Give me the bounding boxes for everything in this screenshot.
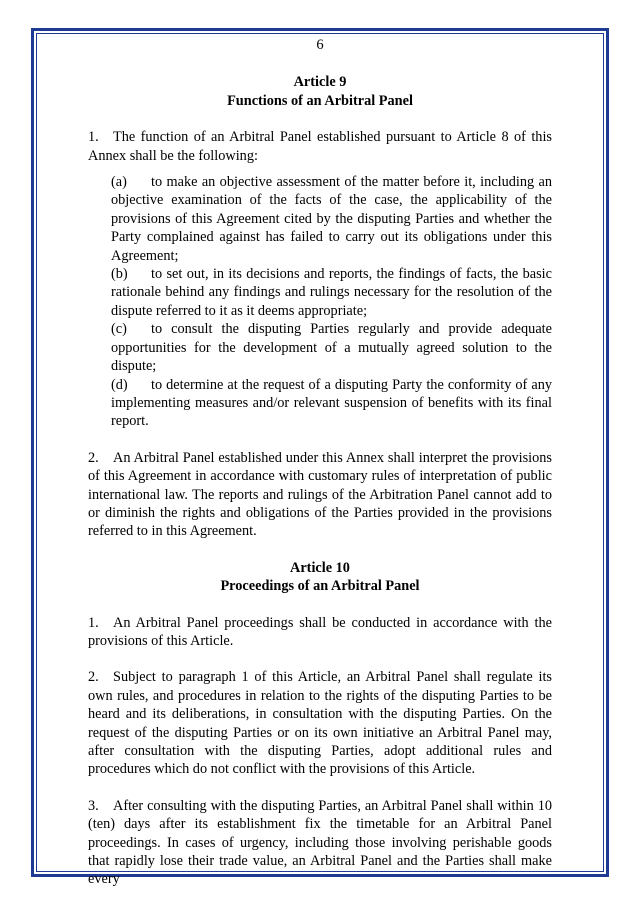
list-item	[111, 265, 552, 320]
item-label: (a)	[111, 174, 127, 191]
paragraph-text: An Arbitral Panel established under this Annex shall interpret the provisions of this Agreement in accordance with customary rules of interpretation of public international law. The reports and rulings of the Arbitration Panel cannot add to or diminish the rights and obligations of the Parties provided in the provisions referred to in this Agreement.	[88, 449, 552, 540]
article-9-title: Article 9	[293, 74, 347, 91]
paragraph-number: 1.	[88, 614, 99, 631]
article-10	[88, 559, 552, 889]
item-text: to make an objective assessment of the matter before it, including an objective examination of the facts of the case, the applicability of the provisions of this Agreement cited by the disputing Parties and whether the Party complained against has failed to carry out its obligations under this Agreement;	[111, 174, 552, 264]
paragraph-text: After consulting with the disputing Parties, an Arbitral Panel shall within 10 (ten) days after its establishment fix the timetable for an Arbitral Panel proceedings. In cases of urgency, including those involving perishable goods that rapidly lose their trade value, an Arbitral Panel and the Parties shall make every	[88, 797, 552, 888]
article-10-paragraph-3	[88, 797, 552, 889]
paragraph-number: 1.	[88, 129, 99, 146]
paragraph-number: 3.	[88, 797, 99, 814]
paragraph-text: The function of an Arbitral Panel established pursuant to Article 8 of this Annex shall be the following:	[88, 129, 552, 164]
paragraph-text: Subject to paragraph 1 of this Article, an Arbitral Panel shall regulate its own rules, and procedures in relation to the rights of the disputing Parties to be heard and its deliberations, in consultation with the disputing Parties. On the request of the disputing Parties or on its own initiative an Arbitral Panel may, after consultation with the disputing Parties, adopt additional rules and procedures which do not conflict with the provisions of this Article.	[88, 669, 552, 778]
paragraph-number: 2.	[88, 449, 99, 466]
list-item	[111, 376, 552, 431]
paragraph-text: An Arbitral Panel proceedings shall be conducted in accordance with the provisions of this Article.	[88, 614, 552, 649]
article-9-subtitle: Functions of an Arbitral Panel	[227, 92, 413, 109]
article-9-paragraph-1	[88, 128, 552, 165]
item-text: to consult the disputing Parties regularly and provide adequate opportunities for the development of a mutually agreed solution to the dispute;	[111, 321, 552, 375]
article-10-paragraph-1	[88, 614, 552, 651]
article-9	[88, 73, 552, 540]
item-text: to determine at the request of a disputing Party the conformity of any implementing measures and/or relevant suspension of benefits with its final report.	[111, 376, 552, 430]
list-item	[111, 320, 552, 375]
document-body	[88, 36, 552, 889]
article-9-paragraph-2	[88, 449, 552, 541]
article-10-paragraph-2	[88, 668, 552, 778]
list-item	[111, 173, 552, 265]
item-label: (c)	[111, 321, 127, 338]
article-9-item-list	[111, 173, 552, 431]
paragraph-number: 2.	[88, 669, 99, 686]
page-number: 6	[316, 37, 324, 53]
item-label: (b)	[111, 266, 128, 283]
article-10-subtitle: Proceedings of an Arbitral Panel	[220, 578, 420, 595]
item-text: to set out, in its decisions and reports, the findings of facts, the basic rationale behind any findings and rulings necessary for the resolution of the dispute referred to it as it deems appropriate;	[111, 266, 552, 319]
item-label: (d)	[111, 376, 128, 393]
article-10-title: Article 10	[290, 559, 350, 576]
